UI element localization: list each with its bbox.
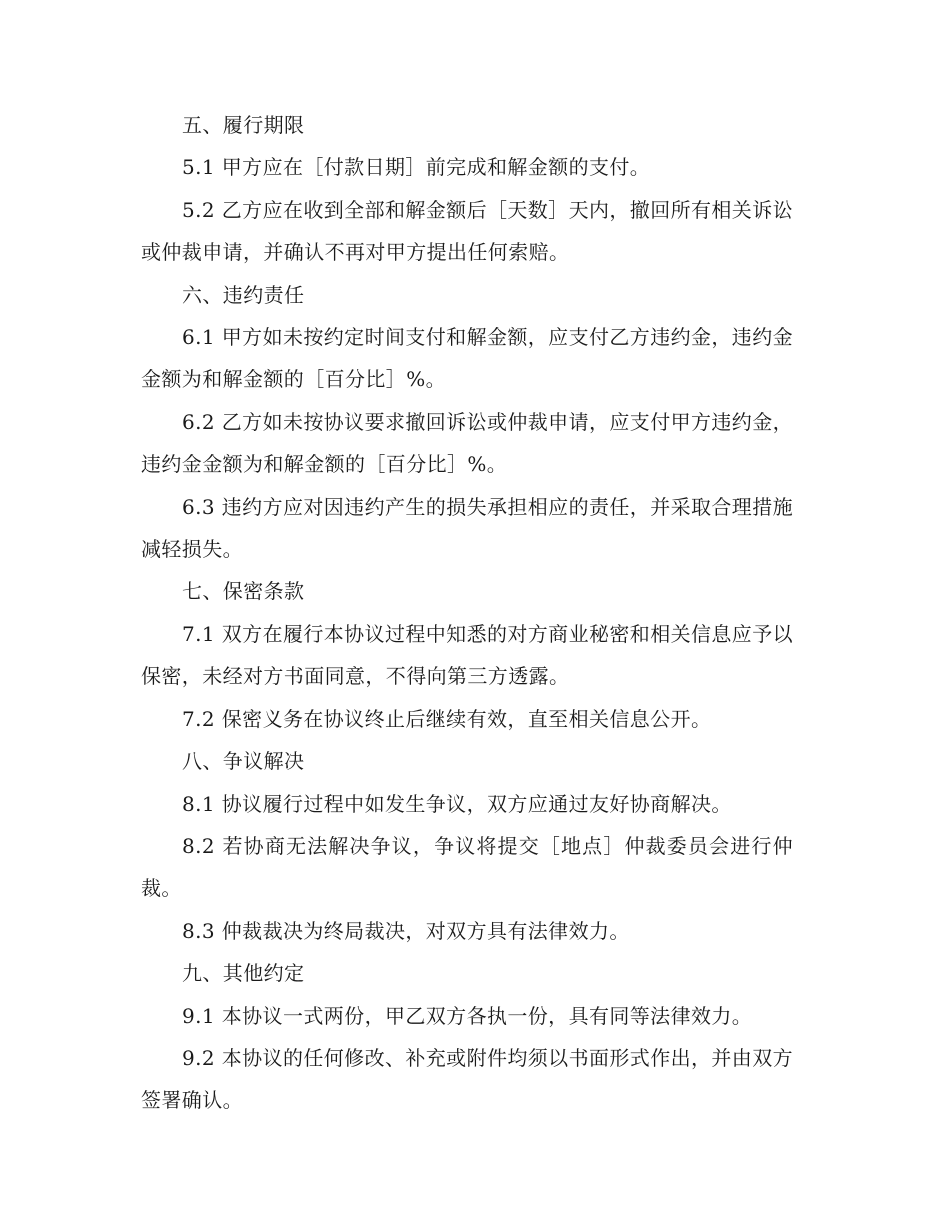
clause-7-2: 7.2 保密义务在协议终止后继续有效，直至相关信息公开。 xyxy=(182,706,712,731)
clause-6-2: 6.2 乙方如未按协议要求撤回诉讼或仲裁申请，应支付甲方违约金，违约金金额为和解金额的［百分比］%。 xyxy=(141,409,793,477)
section-heading-performance-period: 五、履行期限 xyxy=(182,113,305,137)
clause-8-3: 8.3 仲裁裁决为终局裁决，对双方具有法律效力。 xyxy=(182,918,630,943)
clause-8-2: 8.2 若协商无法解决争议，争议将提交［地点］仲裁委员会进行仲裁。 xyxy=(141,833,793,901)
clause-8-1: 8.1 协议履行过程中如发生争议，双方应通过友好协商解决。 xyxy=(182,791,732,816)
clause-6-1: 6.1 甲方如未按约定时间支付和解金额，应支付乙方违约金，违约金金额为和解金额的［百分比］%。 xyxy=(141,325,793,392)
section-heading-breach-liability: 六、违约责任 xyxy=(182,282,305,307)
clause-5-1: 5.1 甲方应在［付款日期］前完成和解金额的支付。 xyxy=(182,155,651,180)
clause-7-1: 7.1 双方在履行本协议过程中知悉的对方商业秘密和相关信息应予以保密，未经对方书面同意，不得向第三方透露。 xyxy=(141,621,793,689)
clause-5-2: 5.2 乙方应在收到全部和解金额后［天数］天内，撤回所有相关诉讼或仲裁申请，并确认不再对甲方提出任何索赔。 xyxy=(141,197,793,265)
section-heading-confidentiality: 七、保密条款 xyxy=(182,579,305,604)
document-body xyxy=(141,104,793,1122)
section-heading-dispute-resolution: 八、争议解决 xyxy=(182,749,305,774)
section-heading-other-terms: 九、其他约定 xyxy=(182,961,305,986)
clause-9-2: 9.2 本协议的任何修改、补充或附件均须以书面形式作出，并由双方签署确认。 xyxy=(141,1045,793,1113)
clause-9-1: 9.1 本协议一式两份，甲乙双方各执一份，具有同等法律效力。 xyxy=(182,1003,753,1028)
clause-6-3: 6.3 违约方应对因违约产生的损失承担相应的责任，并采取合理措施减轻损失。 xyxy=(141,494,793,562)
